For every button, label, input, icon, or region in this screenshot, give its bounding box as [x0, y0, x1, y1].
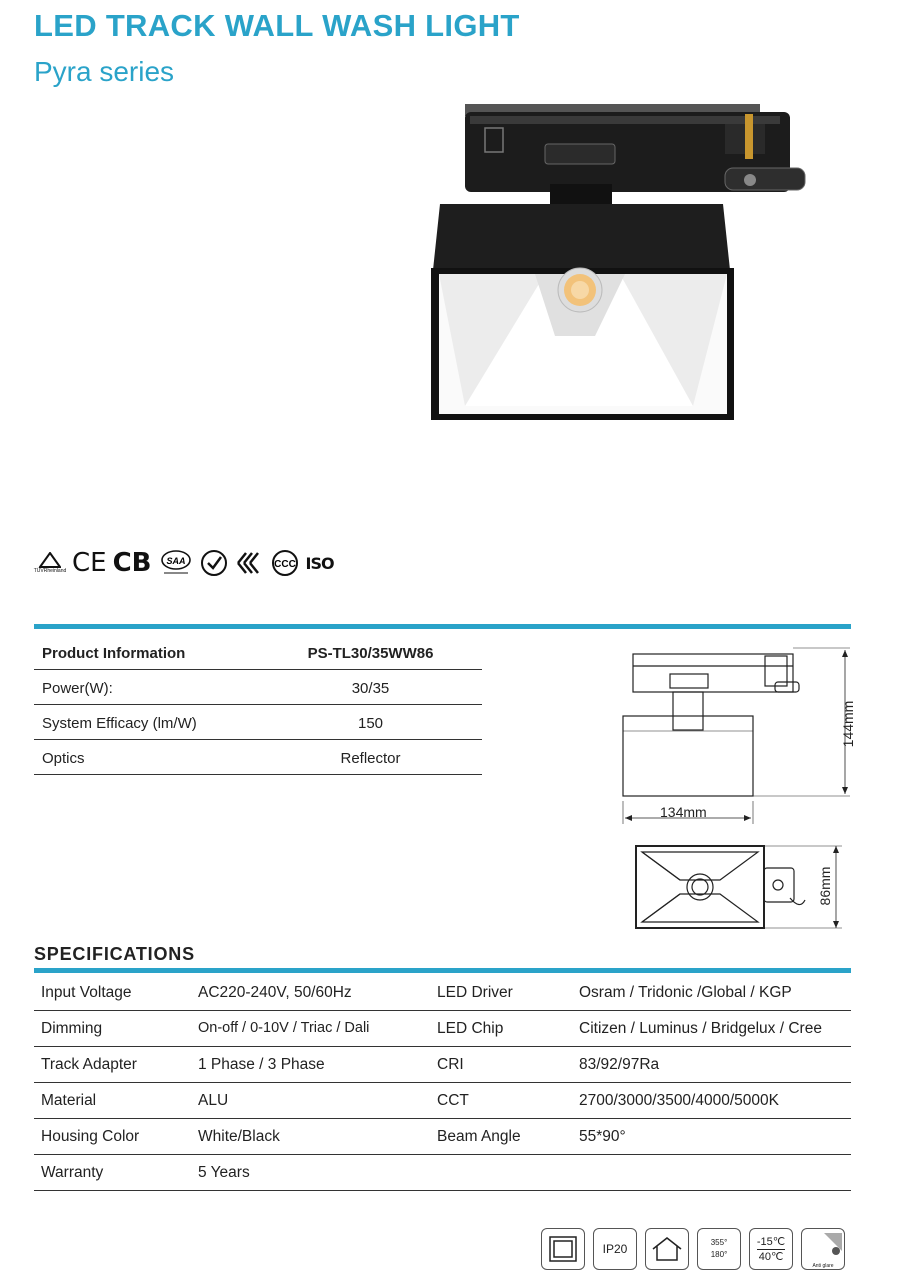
- temperature-range-icon: -15℃ 40℃: [749, 1228, 793, 1270]
- height-dimension-label: 144mm: [840, 700, 856, 748]
- indoor-house-icon: [645, 1228, 689, 1270]
- spec-row: Housing Color White/Black Beam Angle 55*90°: [34, 1119, 851, 1155]
- product-model: PS-TL30/35WW86: [307, 645, 434, 662]
- specifications-title: SPECIFICATIONS: [34, 944, 195, 964]
- product-info-divider: [34, 624, 851, 629]
- ccc-icon: [270, 549, 300, 577]
- product-info-row: Power(W): 30/35: [34, 670, 482, 705]
- spec-row: Track Adapter 1 Phase / 3 Phase CRI 83/92/97Ra: [34, 1047, 851, 1083]
- svg-text:CCC: CCC: [273, 559, 296, 570]
- series-subtitle: Pyra series: [34, 56, 175, 87]
- ip-rating-icon: IP20: [593, 1228, 637, 1270]
- iso-icon: ISO: [305, 553, 334, 573]
- anti-glare-icon: Anti glare: [801, 1228, 845, 1270]
- specifications-divider: [34, 968, 851, 973]
- product-info-row: Optics Reflector: [34, 740, 482, 775]
- certification-row: [34, 548, 334, 578]
- spec-row: Input Voltage AC220-240V, 50/60Hz LED Driver Osram / Tridonic /Global / KGP: [34, 975, 851, 1011]
- ce-icon: CE: [72, 548, 107, 578]
- product-info-header: [34, 635, 482, 670]
- check-mark-icon: [200, 549, 228, 577]
- feature-icons-row: [541, 1228, 845, 1270]
- spec-row: Dimming On-off / 0-10V / Triac / Dali LED Chip Citizen / Luminus / Bridgelux / Cree: [34, 1011, 851, 1047]
- depth-dimension-label: 86mm: [817, 866, 833, 906]
- cb-icon: CB: [112, 548, 152, 578]
- top-dimension-drawing: [630, 840, 845, 935]
- rotation-icon: 355° 180°: [697, 1228, 741, 1270]
- page-title: LED TRACK WALL WASH LIGHT: [34, 8, 520, 43]
- frame-icon: [541, 1228, 585, 1270]
- front-dimension-drawing: [615, 646, 855, 826]
- spec-row: Material ALU CCT 2700/3000/3500/4000/5000K: [34, 1083, 851, 1119]
- product-info-row: System Efficacy (lm/W) 150: [34, 705, 482, 740]
- saa-icon: [158, 548, 194, 578]
- eac-icon: [234, 549, 264, 577]
- product-image: [425, 98, 815, 428]
- svg-text:SAA: SAA: [165, 556, 186, 566]
- width-dimension-label: 134mm: [660, 804, 707, 820]
- product-info-label: Product Information: [42, 645, 186, 662]
- spec-row: Warranty 5 Years: [34, 1155, 851, 1191]
- tuv-icon: TÜVRheinland: [34, 548, 66, 578]
